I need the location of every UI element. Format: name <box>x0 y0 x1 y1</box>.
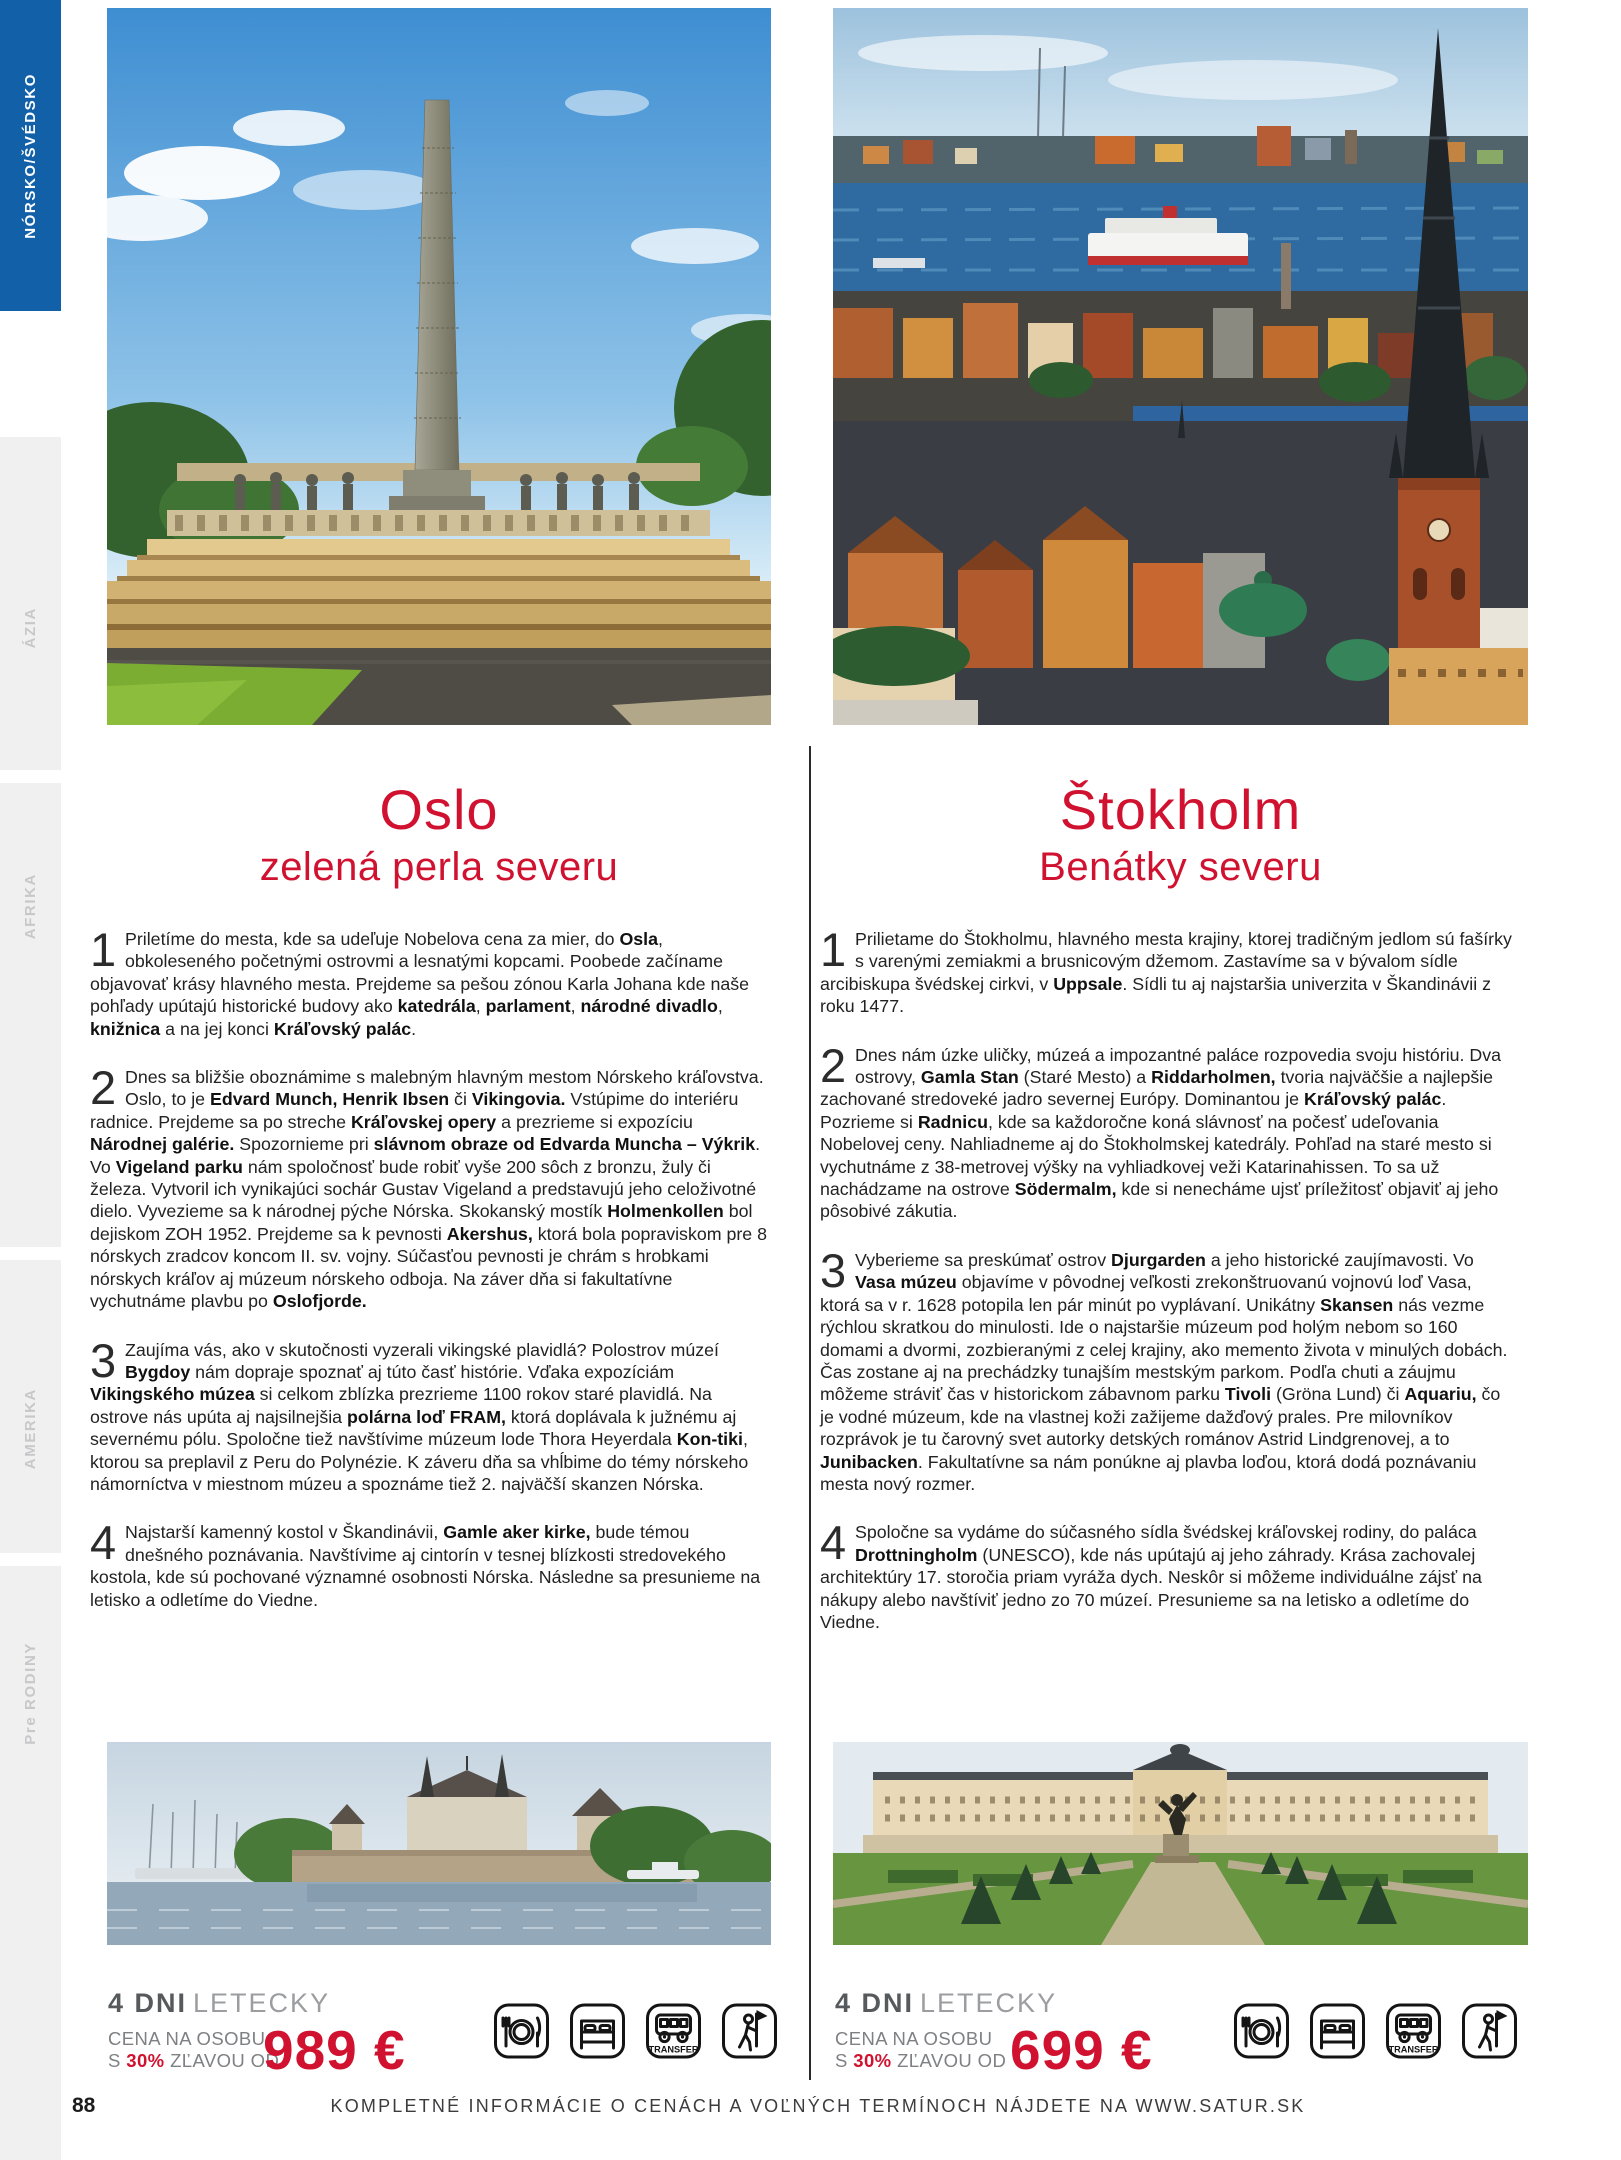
column-divider <box>809 746 811 2080</box>
itinerary-day <box>90 1333 771 1496</box>
price-label <box>835 2028 1006 2072</box>
sidebar-tab-norsko-svedsko[interactable] <box>0 0 61 311</box>
discount-percent: 30% <box>126 2050 165 2071</box>
page-number: 88 <box>72 2094 96 2117</box>
duration-mode: LETECKY <box>193 1988 331 2018</box>
day-number: 2 <box>820 1038 847 1092</box>
included-services-icons <box>492 2002 779 2062</box>
sidebar-tab-label: Pre RODINY <box>22 1642 39 1745</box>
day-text: Spoločne sa vydáme do súčasného sídla švédskej kráľovskej rodiny, do paláca Drottningholm (UNESCO), kde nás upútajú aj jeho záhrady. Krása zachovalej architektúry 17. storočia priam vyráža dych. Neskôr si môžeme individuálne zájsť na nákupy alebo navštíviť jedno zo 70 múzeí. Presunieme sa na letisko a odletíme do Viedne. <box>820 1522 1482 1632</box>
stockholm-itinerary <box>820 923 1512 1659</box>
city-subtitle: Benátky severu <box>1039 845 1322 889</box>
stockholm-drottningholm-photo <box>833 1742 1528 1945</box>
price-label-line2: S 30% ZĽAVOU OD <box>835 2050 1007 2071</box>
city-subtitle: zelená perla severu <box>259 845 619 889</box>
day-number: 1 <box>820 923 847 976</box>
accommodation-bed-icon <box>568 2002 627 2062</box>
day-text: Prilietame do Štokholmu, hlavného mesta krajiny, ktorej tradičným jedlom sú fašírky s varenými zemiakmi a brusnicovým džemom. Zastavíme sa v bývalom sídle arcibiskupa švédskej cirkvi, v Uppsale. Sídli tu aj najstaršia univerzita v Škandinávii z roku 1477. <box>820 929 1512 1017</box>
sidebar-tab-amerika[interactable] <box>0 1260 61 1553</box>
price-label-line1: CENA NA OSOBU <box>108 2028 266 2049</box>
day-text: Dnes nám úzke uličky, múzeá a impozantné paláce rozpovedia svoju históriu. Dva ostrovy, Gamla Stan (Staré Mesto) a Riddarholmen, tvoria najväčšie a najlepšie zachované stredoveké jadro severnej Európy. Dominantou je Kráľovský palác. Pozrieme si Radnicu, kde sa každoročne koná slávnosť na počesť udeľovania Nobelovej ceny. Nahliadneme aj do Štokholmskej katedrály. Pohľad na staré mesto si vychutnáme z 38-metrovej výšky na vyhliadkovej veži Katarinahissen. To sa už nachádzame na ostrove Södermalm, kde si nenecháme ujsť príležitosť objaviť aj jeho pôsobivé zákutia. <box>820 1044 1502 1222</box>
day-number: 2 <box>90 1061 117 1115</box>
day-text: Vyberieme sa preskúmať ostrov Djurgarden a jeho historické zaujímavosti. Vo Vasa múzeu objavíme v pôvodnej veľkosti zrekonštruovanú vojnovú loď Vasa, ktorá sa v r. 1628 potopila len pár minút po vyplávaní. Unikátny Skansen nás vezme rýchlou skratkou do minulosti. Ide o najstaršie múzeum pod holým nebom so 160 domami a dvormi, zozbieranými z celej krajiny, ako memento života v minulých dobách. Čas zostane aj na prechádzky tunajším mestským parkom. Podľa chuti a záujmu môžeme stráviť čas v historickom zábavnom parku Tivoli (Gröna Lund) či Aquariu, čo je vodné múzeum, kde na vlastnej koži zažijeme dažďový prales. Pre milovníkov rozprávok je tu čarovný svet autorky detských románov Astrid Lindgrenovej, a to Junibacken. Fakultatívne sa nám ponúkne aj plavba loďou, ktorá dodá poznávaniu mesta nový rozmer. <box>820 1249 1508 1494</box>
stockholm-heading <box>833 778 1528 889</box>
itinerary-day <box>90 1061 771 1312</box>
day-number: 4 <box>90 1516 117 1570</box>
stockholm-aerial-photo <box>833 8 1528 725</box>
meals-icon <box>1232 2002 1291 2062</box>
sidebar-tab-label: AMERIKA <box>22 1388 39 1470</box>
duration-days: 4 DNI <box>108 1988 188 2018</box>
duration-line <box>108 1988 330 2019</box>
day-number: 3 <box>90 1333 117 1387</box>
oslo-itinerary <box>90 923 771 1637</box>
footer-info-text: KOMPLETNÉ INFORMÁCIE O CENÁCH A VOĽNÝCH TERMÍNOCH NÁJDETE NA WWW.SATUR.SK <box>330 2096 1306 2116</box>
duration-mode: LETECKY <box>920 1988 1058 2018</box>
city-title: Štokholm <box>1059 778 1302 841</box>
transfer-bus-icon <box>644 2002 703 2062</box>
transfer-icon-label: TRANSFER <box>1388 2044 1439 2055</box>
day-number: 1 <box>90 923 117 976</box>
included-services-icons <box>1232 2002 1519 2062</box>
duration-days: 4 DNI <box>835 1988 915 2018</box>
oslo-heading <box>107 778 771 889</box>
itinerary-day <box>820 1516 1512 1633</box>
transfer-bus-icon <box>1384 2002 1443 2062</box>
itinerary-day <box>90 923 771 1040</box>
price-value: 699 € <box>1010 2019 1153 2081</box>
day-number: 3 <box>820 1243 847 1297</box>
day-text: Dnes sa bližšie oboznámime s malebným hlavným mestom Nórskeho kráľovstva. Oslo, to je Edvard Munch, Henrik Ibsen či Vikingovia. Vstúpime do interiéru radnice. Prejdeme sa po streche Kráľovskej opery a prezrieme si expozíciu Národnej galérie. Spozornieme pri slávnom obraze od Edvarda Muncha – Výkrik. Vo Vigeland parku nám spoločnosť bude robiť vyše 200 sôch z bronzu, žuly či železa. Vytvoril ich vynikajúci sochár Gustav Vigeland a predstavujú jeho celoživotné dielo. Vyvezieme sa k národnej pýche Nórska. Skokanský mostík Holmenkollen bol dejiskom ZOH 1952. Prejdeme sa k pevnosti Akershus, ktorá bola popraviskom pre 8 nórskych zradcov koncom II. sv. vojny. Súčasťou pevnosti je chrám s hrobkami nórskych kráľov aj múzeum nórskeho odboja. Na záver dňa si fakultatívne vychutnáme plavbu po Oslofjorde. <box>90 1067 768 1312</box>
city-title: Oslo <box>379 778 499 841</box>
sidebar-tab-label: NÓRSKO/ŠVÉDSKO <box>22 72 39 239</box>
transfer-icon-label: TRANSFER <box>648 2044 699 2055</box>
meals-icon <box>492 2002 551 2062</box>
duration-line <box>835 1988 1057 2019</box>
sidebar-tab-pre-rodiny[interactable] <box>0 1566 61 2160</box>
accommodation-bed-icon <box>1308 2002 1367 2062</box>
guided-walk-icon <box>1460 2002 1519 2062</box>
itinerary-day <box>820 1038 1512 1223</box>
itinerary-day <box>820 1243 1512 1495</box>
price-label-line1: CENA NA OSOBU <box>835 2028 993 2049</box>
oslo-akershus-photo <box>107 1742 771 1945</box>
sidebar-tab-afrika[interactable] <box>0 783 61 1247</box>
day-text: Najstarší kamenný kostol v Škandinávii, Gamle aker kirke, bude témou dnešného poznávania. Navštívime aj cintorín v tesnej blízkosti stredovekého kostola, kde sú pochované významné osobnosti Nórska. Následne sa presunieme na letisko a odletíme do Viedne. <box>90 1522 761 1610</box>
itinerary-day <box>90 1516 771 1611</box>
sidebar-tab-label: ÁZIA <box>22 607 39 649</box>
guided-walk-icon <box>720 2002 779 2062</box>
price-label <box>108 2028 279 2072</box>
price-value: 989 € <box>263 2019 406 2081</box>
itinerary-day <box>820 923 1512 1018</box>
discount-percent: 30% <box>853 2050 892 2071</box>
sidebar-tab-azia[interactable] <box>0 437 61 770</box>
price-label-line2: S 30% ZĽAVOU OD <box>108 2050 280 2071</box>
day-text: Priletíme do mesta, kde sa udeľuje Nobelova cena za mier, do Osla, obkoleseného početnými ostrovmi a lesnatými kopcami. Poobede začíname objavovať krásy hlavného mesta. Prejdeme sa pešou zónou Karla Johana kde naše pohľady upútajú historické budovy ako katedrála, parlament, národné divadlo, knižnica a na jej konci Kráľovský palác. <box>90 929 750 1039</box>
day-number: 4 <box>820 1516 847 1570</box>
oslo-vigeland-photo <box>107 8 771 725</box>
sidebar-tab-label: AFRIKA <box>22 873 39 940</box>
day-text: Zaujíma vás, ako v skutočnosti vyzerali vikingské plavidlá? Polostrov múzeí Bygdoy nám dopraje spoznať aj túto časť histórie. Vďaka expozíciám Vikingského múzea si celkom zblízka prezrieme 1100 rokov staré plavidlá. Na ostrove nás upúta aj najsilnejšia polárna loď FRAM, ktorá doplávala k južnému aj severnému pólu. Spoločne tiež navštívime múzeum lode Thora Heyerdala Kon-tiki, ktorou sa preplavil z Peru do Polynézie. K záveru dňa sa vhĺbime do témy nórskeho námorníctva v miestnom múzeu a spoznáme tiež 2. najväčší skanzen Nórska. <box>90 1339 749 1494</box>
